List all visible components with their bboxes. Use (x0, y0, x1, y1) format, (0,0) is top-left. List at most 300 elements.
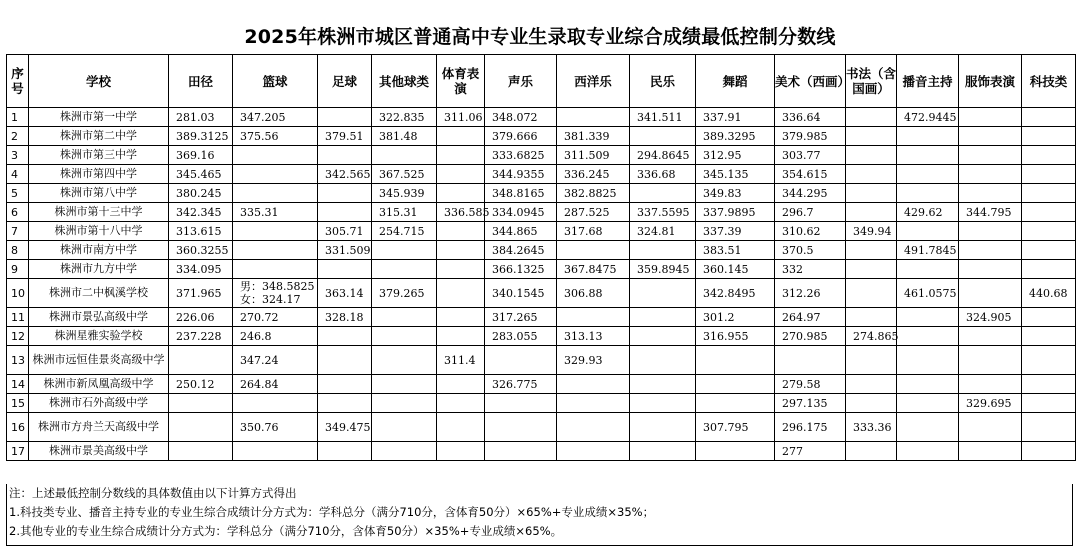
score-cell (959, 241, 1022, 260)
score-cell (630, 442, 696, 461)
column-header: 声乐 (485, 55, 557, 108)
score-cell: 329.695 (959, 394, 1022, 413)
column-header: 民乐 (630, 55, 696, 108)
score-cell: 369.16 (169, 146, 233, 165)
score-cell (318, 108, 372, 127)
score-cell (233, 165, 318, 184)
page-title: 2025年株洲市城区普通高中专业生录取专业综合成绩最低控制分数线 (244, 26, 836, 48)
score-cell (372, 413, 437, 442)
score-cell (1022, 394, 1076, 413)
score-cell: 349.475 (318, 413, 372, 442)
score-cell (437, 279, 485, 308)
score-cell (557, 241, 630, 260)
score-cell (1022, 375, 1076, 394)
score-cell (318, 375, 372, 394)
score-cell (630, 241, 696, 260)
score-cell (897, 222, 959, 241)
score-cell (846, 165, 897, 184)
school-name: 株洲星雅实验学校 (29, 327, 169, 346)
score-cell: 340.1545 (485, 279, 557, 308)
score-cell (630, 184, 696, 203)
score-cell (372, 308, 437, 327)
table-row (7, 165, 1076, 184)
score-cell: 307.795 (696, 413, 775, 442)
row-number: 15 (7, 394, 29, 413)
score-cell: 347.24 (233, 346, 318, 375)
score-cell (846, 279, 897, 308)
school-name: 株洲市石外高级中学 (29, 394, 169, 413)
school-name: 株洲市九方中学 (29, 260, 169, 279)
score-cell (1022, 184, 1076, 203)
score-cell (630, 375, 696, 394)
score-cell (318, 146, 372, 165)
score-cell (372, 241, 437, 260)
score-cell (696, 442, 775, 461)
score-cell (846, 241, 897, 260)
school-name: 株洲市二中枫溪学校 (29, 279, 169, 308)
score-cell: 472.9445 (897, 108, 959, 127)
score-cell: 344.865 (485, 222, 557, 241)
score-cell (372, 375, 437, 394)
school-name: 株洲市景弘高级中学 (29, 308, 169, 327)
score-cell: 264.97 (775, 308, 846, 327)
column-header: 足球 (318, 55, 372, 108)
notes-section (6, 484, 1073, 546)
score-cell (897, 146, 959, 165)
score-cell: 381.48 (372, 127, 437, 146)
score-cell: 379.265 (372, 279, 437, 308)
table-row (7, 184, 1076, 203)
score-cell: 350.76 (233, 413, 318, 442)
score-cell: 331.509 (318, 241, 372, 260)
score-cell: 310.62 (775, 222, 846, 241)
score-cell: 383.51 (696, 241, 775, 260)
score-cell (233, 260, 318, 279)
note-line: 2.其他专业的专业生综合成绩计分方式为：学科总分（满分710分，含体育50分）×35%+专业成绩×65%。 (9, 524, 563, 538)
score-cell: 311.06 (437, 108, 485, 127)
score-cell (557, 442, 630, 461)
column-header: 播音主持 (897, 55, 959, 108)
score-cell (630, 127, 696, 146)
score-cell (437, 184, 485, 203)
row-number: 9 (7, 260, 29, 279)
score-cell (1022, 165, 1076, 184)
score-cell: 329.93 (557, 346, 630, 375)
score-cell: 287.525 (557, 203, 630, 222)
school-name: 株洲市第十八中学 (29, 222, 169, 241)
score-cell: 270.72 (233, 308, 318, 327)
score-cell: 337.9895 (696, 203, 775, 222)
score-cell (233, 146, 318, 165)
score-cell (1022, 260, 1076, 279)
score-cell: 382.8825 (557, 184, 630, 203)
score-cell: 363.14 (318, 279, 372, 308)
score-cell (897, 375, 959, 394)
score-cell (437, 413, 485, 442)
table-row (7, 413, 1076, 442)
score-cell: 379.985 (775, 127, 846, 146)
score-cell (437, 442, 485, 461)
score-cell (696, 375, 775, 394)
school-name: 株洲市南方中学 (29, 241, 169, 260)
table-row (7, 127, 1076, 146)
score-cell: 294.8645 (630, 146, 696, 165)
score-cell (1022, 203, 1076, 222)
score-cell (897, 346, 959, 375)
score-cell: 354.615 (775, 165, 846, 184)
score-cell (846, 442, 897, 461)
score-cell (437, 327, 485, 346)
score-cell (318, 442, 372, 461)
score-cell: 296.7 (775, 203, 846, 222)
table-row (7, 327, 1076, 346)
score-cell (630, 327, 696, 346)
column-header: 体育表演 (437, 55, 485, 108)
score-cell (318, 184, 372, 203)
score-cell: 384.2645 (485, 241, 557, 260)
score-cell (959, 222, 1022, 241)
note-line: 1.科技类专业、播音主持专业的专业生综合成绩计分方式为：学科总分（满分710分，含体育50分）×65%+专业成绩×35%； (9, 505, 655, 519)
score-table (6, 54, 1076, 461)
score-cell: 336.68 (630, 165, 696, 184)
score-cell (846, 146, 897, 165)
score-cell: 333.6825 (485, 146, 557, 165)
score-cell (897, 308, 959, 327)
row-number: 7 (7, 222, 29, 241)
score-cell: 297.135 (775, 394, 846, 413)
score-cell (169, 394, 233, 413)
score-cell (557, 108, 630, 127)
score-cell: 389.3125 (169, 127, 233, 146)
table-body (7, 108, 1076, 461)
row-number: 4 (7, 165, 29, 184)
score-cell (557, 308, 630, 327)
score-cell (846, 127, 897, 146)
score-cell: 313.615 (169, 222, 233, 241)
school-name: 株洲市第一中学 (29, 108, 169, 127)
score-cell (897, 327, 959, 346)
score-cell: 360.145 (696, 260, 775, 279)
score-cell (630, 413, 696, 442)
score-cell: 336.64 (775, 108, 846, 127)
score-cell: 347.205 (233, 108, 318, 127)
score-cell (846, 308, 897, 327)
score-cell: 342.8495 (696, 279, 775, 308)
score-cell: 375.56 (233, 127, 318, 146)
score-cell (169, 413, 233, 442)
score-cell: 367.8475 (557, 260, 630, 279)
score-cell (233, 442, 318, 461)
score-cell (959, 327, 1022, 346)
score-cell: 345.939 (372, 184, 437, 203)
score-cell: 303.77 (775, 146, 846, 165)
score-cell: 359.8945 (630, 260, 696, 279)
score-cell (959, 279, 1022, 308)
row-number: 3 (7, 146, 29, 165)
score-cell: 336.585 (437, 203, 485, 222)
score-cell (318, 394, 372, 413)
score-cell: 324.81 (630, 222, 696, 241)
score-cell (437, 260, 485, 279)
score-cell: 429.62 (897, 203, 959, 222)
column-header: 服饰表演 (959, 55, 1022, 108)
score-cell: 306.88 (557, 279, 630, 308)
score-cell (897, 184, 959, 203)
row-number: 5 (7, 184, 29, 203)
row-number: 1 (7, 108, 29, 127)
score-cell (696, 394, 775, 413)
column-header: 序号 (7, 55, 29, 108)
score-cell (959, 260, 1022, 279)
score-cell (437, 127, 485, 146)
score-cell: 334.095 (169, 260, 233, 279)
score-cell: 379.51 (318, 127, 372, 146)
school-name: 株洲市方舟兰天高级中学 (29, 413, 169, 442)
school-name: 株洲市第十三中学 (29, 203, 169, 222)
score-cell (233, 222, 318, 241)
score-cell (169, 442, 233, 461)
row-number: 14 (7, 375, 29, 394)
score-cell: 344.795 (959, 203, 1022, 222)
score-cell: 317.265 (485, 308, 557, 327)
table-row (7, 241, 1076, 260)
score-cell: 342.565 (318, 165, 372, 184)
score-cell (846, 346, 897, 375)
score-cell (372, 327, 437, 346)
score-cell: 226.06 (169, 308, 233, 327)
score-cell: 344.295 (775, 184, 846, 203)
score-cell: 349.83 (696, 184, 775, 203)
score-cell (630, 308, 696, 327)
score-cell (1022, 442, 1076, 461)
score-cell: 246.8 (233, 327, 318, 346)
score-cell: 315.31 (372, 203, 437, 222)
score-cell: 360.3255 (169, 241, 233, 260)
score-cell: 345.465 (169, 165, 233, 184)
score-cell (437, 146, 485, 165)
score-cell (959, 108, 1022, 127)
score-cell (1022, 127, 1076, 146)
score-cell: 461.0575 (897, 279, 959, 308)
table-row (7, 203, 1076, 222)
table-row (7, 260, 1076, 279)
table-row (7, 108, 1076, 127)
score-cell (372, 346, 437, 375)
score-cell (897, 260, 959, 279)
score-cell (959, 127, 1022, 146)
score-cell (485, 442, 557, 461)
score-cell (1022, 146, 1076, 165)
score-cell (897, 165, 959, 184)
score-cell (1022, 222, 1076, 241)
score-cell (233, 184, 318, 203)
score-cell: 334.0945 (485, 203, 557, 222)
score-cell: 305.71 (318, 222, 372, 241)
score-cell: 324.905 (959, 308, 1022, 327)
table-row (7, 222, 1076, 241)
score-cell: 381.339 (557, 127, 630, 146)
score-cell (775, 346, 846, 375)
row-number: 13 (7, 346, 29, 375)
score-cell: 342.345 (169, 203, 233, 222)
score-cell (846, 375, 897, 394)
score-cell (846, 108, 897, 127)
score-cell (630, 346, 696, 375)
score-cell (437, 222, 485, 241)
score-cell (696, 346, 775, 375)
score-cell: 277 (775, 442, 846, 461)
score-cell (959, 375, 1022, 394)
school-name: 株洲市新凤凰高级中学 (29, 375, 169, 394)
score-cell (372, 442, 437, 461)
score-cell (959, 413, 1022, 442)
school-name: 株洲市第二中学 (29, 127, 169, 146)
score-cell: 337.39 (696, 222, 775, 241)
score-cell: 335.31 (233, 203, 318, 222)
column-header: 田径 (169, 55, 233, 108)
score-cell (959, 442, 1022, 461)
score-cell: 316.955 (696, 327, 775, 346)
score-cell (437, 394, 485, 413)
score-cell: 366.1325 (485, 260, 557, 279)
table-row (7, 442, 1076, 461)
score-cell: 311.4 (437, 346, 485, 375)
score-cell: 337.91 (696, 108, 775, 127)
row-number: 11 (7, 308, 29, 327)
score-cell (372, 260, 437, 279)
column-header: 科技类 (1022, 55, 1076, 108)
score-cell (1022, 327, 1076, 346)
score-cell: 281.03 (169, 108, 233, 127)
score-cell: 341.511 (630, 108, 696, 127)
score-cell: 237.228 (169, 327, 233, 346)
score-cell: 283.055 (485, 327, 557, 346)
row-number: 10 (7, 279, 29, 308)
score-cell (169, 346, 233, 375)
score-cell (437, 375, 485, 394)
row-number: 2 (7, 127, 29, 146)
school-name: 株洲市第四中学 (29, 165, 169, 184)
score-cell (897, 442, 959, 461)
row-number: 8 (7, 241, 29, 260)
table-row (7, 394, 1076, 413)
score-cell (318, 203, 372, 222)
score-cell (557, 375, 630, 394)
score-cell (1022, 413, 1076, 442)
score-cell (846, 184, 897, 203)
score-cell (959, 165, 1022, 184)
table-row (7, 308, 1076, 327)
score-cell: 322.835 (372, 108, 437, 127)
score-cell (557, 394, 630, 413)
score-cell: 380.245 (169, 184, 233, 203)
table-row (7, 375, 1076, 394)
school-name: 株洲市远恒佳景炎高级中学 (29, 346, 169, 375)
score-cell: 296.175 (775, 413, 846, 442)
score-cell (630, 394, 696, 413)
score-cell (1022, 308, 1076, 327)
column-header: 其他球类 (372, 55, 437, 108)
score-cell: 317.68 (557, 222, 630, 241)
column-header: 篮球 (233, 55, 318, 108)
score-cell (630, 279, 696, 308)
score-cell: 348.072 (485, 108, 557, 127)
score-cell: 301.2 (696, 308, 775, 327)
score-cell (897, 127, 959, 146)
column-header: 舞蹈 (696, 55, 775, 108)
score-cell (897, 394, 959, 413)
score-cell (1022, 241, 1076, 260)
score-cell (318, 346, 372, 375)
score-cell (959, 146, 1022, 165)
score-cell (897, 413, 959, 442)
column-header: 学校 (29, 55, 169, 108)
score-cell (846, 260, 897, 279)
score-cell: 345.135 (696, 165, 775, 184)
score-cell: 274.865 (846, 327, 897, 346)
note-line: 注：上述最低控制分数线的具体数值由以下计算方式得出 (9, 486, 297, 500)
row-number: 12 (7, 327, 29, 346)
score-cell (233, 394, 318, 413)
table-row (7, 279, 1076, 308)
score-cell (233, 241, 318, 260)
score-cell: 326.775 (485, 375, 557, 394)
score-cell: 312.95 (696, 146, 775, 165)
score-cell: 389.3295 (696, 127, 775, 146)
score-cell (485, 346, 557, 375)
school-name: 株洲市景美高级中学 (29, 442, 169, 461)
score-cell (318, 327, 372, 346)
score-cell: 311.509 (557, 146, 630, 165)
table-header-row (7, 55, 1076, 108)
score-cell: 379.666 (485, 127, 557, 146)
score-cell: 332 (775, 260, 846, 279)
score-cell: 349.94 (846, 222, 897, 241)
score-cell (846, 203, 897, 222)
score-cell (959, 184, 1022, 203)
score-cell (1022, 108, 1076, 127)
row-number: 17 (7, 442, 29, 461)
score-cell (1022, 346, 1076, 375)
score-cell: 333.36 (846, 413, 897, 442)
score-cell (485, 413, 557, 442)
score-cell: 254.715 (372, 222, 437, 241)
school-name: 株洲市第八中学 (29, 184, 169, 203)
school-name: 株洲市第三中学 (29, 146, 169, 165)
column-header: 书法（含国画） (846, 55, 897, 108)
column-header: 美术（西画） (775, 55, 846, 108)
score-cell: 440.68 (1022, 279, 1076, 308)
score-cell: 370.5 (775, 241, 846, 260)
score-cell: 270.985 (775, 327, 846, 346)
score-cell (437, 165, 485, 184)
score-cell (318, 260, 372, 279)
score-cell: 312.26 (775, 279, 846, 308)
score-cell: 337.5595 (630, 203, 696, 222)
row-number: 16 (7, 413, 29, 442)
column-header: 西洋乐 (557, 55, 630, 108)
score-cell (372, 394, 437, 413)
score-table-wrapper (6, 54, 1075, 461)
score-cell: 313.13 (557, 327, 630, 346)
score-cell: 男：348.5825 女：324.17 (233, 279, 318, 308)
score-cell: 491.7845 (897, 241, 959, 260)
table-row (7, 346, 1076, 375)
score-cell (437, 241, 485, 260)
table-row (7, 146, 1076, 165)
score-cell: 264.84 (233, 375, 318, 394)
score-cell (557, 413, 630, 442)
